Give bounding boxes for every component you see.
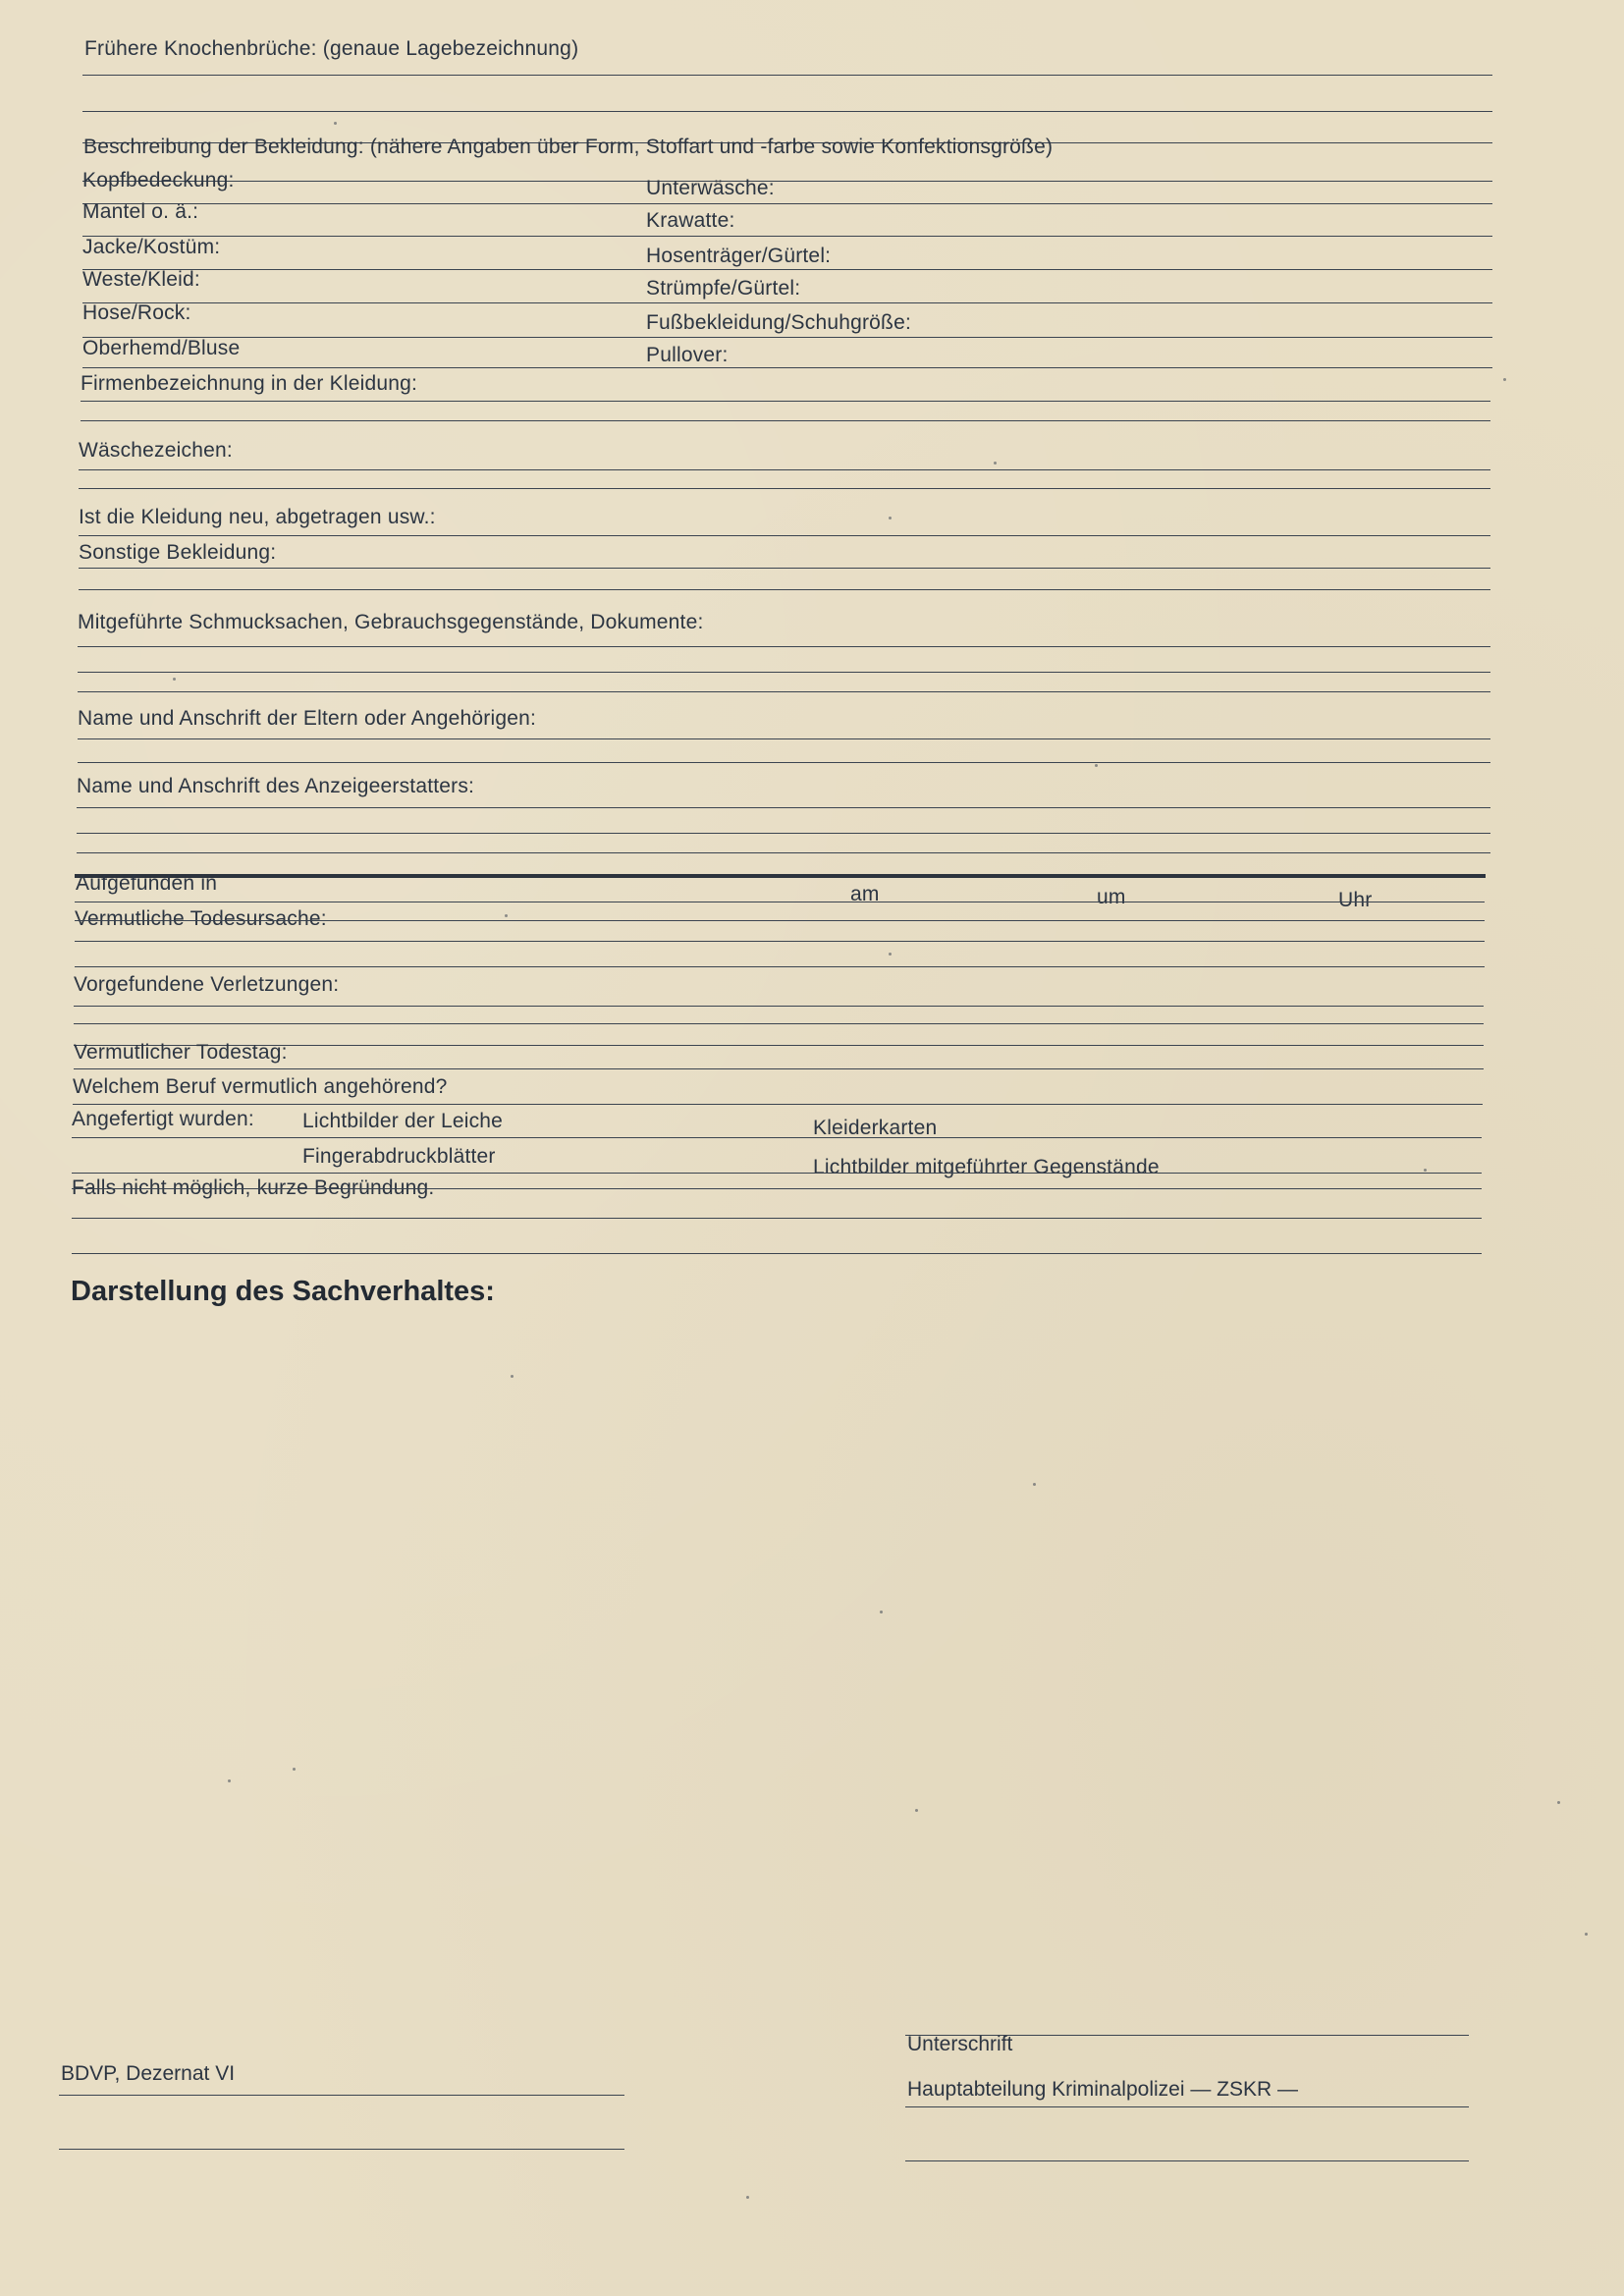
label-hose: Hose/Rock: (82, 301, 191, 324)
rule-4 (82, 181, 1492, 182)
paper-speck (915, 1809, 918, 1812)
label-mantel: Mantel o. ä.: (82, 200, 199, 223)
label-weste: Weste/Kleid: (82, 268, 200, 291)
label-schmucksachen: Mitgeführte Schmucksachen, Gebrauchsgegenstände, Dokumente: (78, 611, 704, 633)
paper-speck (1033, 1483, 1036, 1486)
label-krawatte: Krawatte: (646, 209, 735, 232)
label-lichtbilder-leiche: Lichtbilder der Leiche (302, 1110, 504, 1132)
rule-11 (81, 401, 1490, 402)
rule-13 (79, 469, 1490, 470)
label-oberhemd: Oberhemd/Bluse (82, 337, 241, 359)
label-fingerabdruck: Fingerabdruckblätter (302, 1145, 496, 1168)
rule-hauptabteilung-1 (905, 2106, 1469, 2107)
label-unterwaesche: Unterwäsche: (646, 177, 775, 199)
label-beruf: Welchem Beruf vermutlich angehörend? (73, 1075, 448, 1098)
rule-24 (77, 833, 1490, 834)
rule-14 (79, 488, 1490, 489)
rule-27 (75, 920, 1485, 921)
paper-speck (889, 953, 892, 956)
paper-speck (505, 914, 508, 917)
label-lichtbilder-gegenstaende: Lichtbilder mitgeführter Gegenstände (813, 1156, 1160, 1178)
paper-speck (1095, 764, 1098, 767)
label-bdvp: BDVP, Dezernat VI (61, 2062, 236, 2085)
label-kopfbedeckung: Kopfbedeckung: (82, 169, 235, 191)
paper-speck (880, 1611, 883, 1613)
rule-22 (78, 762, 1490, 763)
rule-29 (75, 966, 1485, 967)
label-angefertigt: Angefertigt wurden: (72, 1108, 254, 1130)
rule-31 (74, 1023, 1484, 1024)
label-fruehere-knochenbrueche: Frühere Knochenbrüche: (genaue Lagebezeichnung) (84, 37, 579, 60)
rule-2 (82, 111, 1492, 112)
rule-6 (82, 236, 1492, 237)
label-unterschrift: Unterschrift (907, 2033, 1013, 2055)
paper-speck (1557, 1801, 1560, 1804)
rule-7 (82, 269, 1492, 270)
label-kleidung-zustand: Ist die Kleidung neu, abgetragen usw.: (79, 506, 436, 528)
rule-10 (82, 367, 1492, 368)
rule-21 (78, 738, 1490, 739)
paper-speck (1585, 1933, 1588, 1936)
rule-17 (79, 589, 1490, 590)
rule-bdvp-2 (59, 2149, 624, 2150)
label-hauptabteilung: Hauptabteilung Kriminalpolizei — ZSKR — (907, 2078, 1299, 2101)
rule-39 (72, 1253, 1482, 1254)
paper-speck (511, 1375, 514, 1378)
separator-thick (75, 874, 1486, 878)
paper-speck (293, 1768, 296, 1771)
label-kleiderkarten: Kleiderkarten (813, 1117, 938, 1139)
label-hosentraeger: Hosenträger/Gürtel: (646, 245, 832, 267)
rule-25 (77, 852, 1490, 853)
label-begruendung: Falls nicht möglich, kurze Begründung. (72, 1176, 435, 1199)
label-eltern: Name und Anschrift der Eltern oder Angehörigen: (78, 707, 537, 730)
paper-speck (746, 2196, 749, 2199)
rule-23 (77, 807, 1490, 808)
rule-36 (72, 1173, 1482, 1174)
label-verletzungen: Vorgefundene Verletzungen: (74, 973, 340, 996)
rule-signature-top (905, 2035, 1469, 2036)
label-waeschezeichen: Wäschezeichen: (79, 439, 233, 462)
paper-speck (173, 678, 176, 681)
rule-20 (78, 691, 1490, 692)
rule-28 (75, 941, 1485, 942)
label-am: am (850, 883, 880, 905)
rule-37 (72, 1188, 1482, 1189)
rule-1 (82, 75, 1492, 76)
label-firmenbezeichnung: Firmenbezeichnung in der Kleidung: (81, 372, 418, 395)
rule-18 (78, 646, 1490, 647)
rule-bdvp-1 (59, 2095, 624, 2096)
rule-hauptabteilung-2 (905, 2160, 1469, 2161)
label-pullover: Pullover: (646, 344, 729, 366)
paper-speck (1424, 1169, 1427, 1172)
rule-30 (74, 1006, 1484, 1007)
rule-34 (73, 1104, 1483, 1105)
rule-5 (82, 203, 1492, 204)
label-todesursache: Vermutliche Todesursache: (75, 907, 327, 930)
paper-speck (889, 517, 892, 519)
paper-speck (994, 462, 997, 465)
rule-19 (78, 672, 1490, 673)
label-todestag: Vermutlicher Todestag: (74, 1041, 288, 1064)
label-anzeigeerstatter: Name und Anschrift des Anzeigeerstatters: (77, 775, 475, 797)
label-jacke: Jacke/Kostüm: (82, 236, 221, 258)
label-struempfe: Strümpfe/Gürtel: (646, 277, 801, 300)
rule-15 (79, 535, 1490, 536)
label-beschreibung-bekleidung: Beschreibung der Bekleidung: (nähere Angaben über Form, Stoffart und -farbe sowie Konfektionsgröße) (83, 136, 1054, 158)
rule-8 (82, 302, 1492, 303)
paper-speck (228, 1779, 231, 1782)
rule-12 (81, 420, 1490, 421)
label-um: um (1097, 886, 1126, 908)
label-sonstige-bekleidung: Sonstige Bekleidung: (79, 541, 277, 564)
label-aufgefunden-in: Aufgefunden in (76, 872, 218, 895)
rule-16 (79, 568, 1490, 569)
section-heading-sachverhalt: Darstellung des Sachverhaltes: (71, 1276, 495, 1307)
paper-speck (1503, 378, 1506, 381)
paper-speck (334, 122, 337, 125)
rule-38 (72, 1218, 1482, 1219)
rule-35 (72, 1137, 1482, 1138)
label-uhr: Uhr (1338, 889, 1373, 911)
label-fussbekleidung: Fußbekleidung/Schuhgröße: (646, 311, 911, 334)
rule-33 (74, 1068, 1484, 1069)
rule-9 (82, 337, 1492, 338)
